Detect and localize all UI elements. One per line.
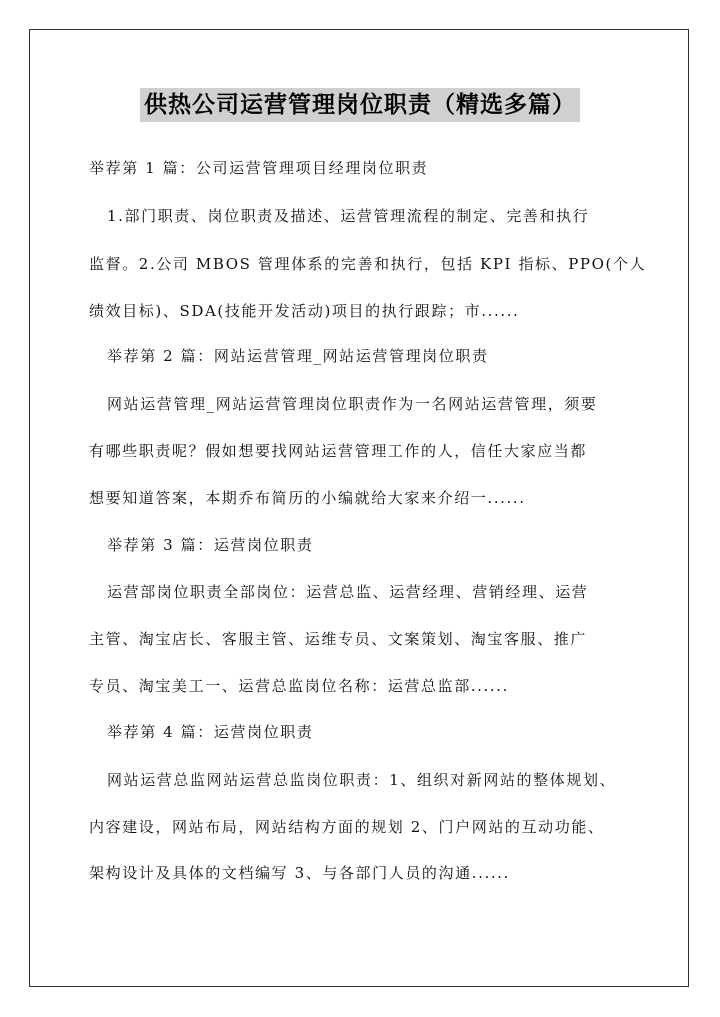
paragraph-line: 有哪些职责呢？假如想要找网站运营管理工作的人，信任大家应当都	[89, 442, 588, 460]
title-container	[0, 88, 720, 122]
section-3-heading: 举荐第 3 篇：运营岗位职责	[107, 536, 314, 554]
paragraph-line: 运营部岗位职责全部岗位：运营总监、运营经理、营销经理、运营	[107, 583, 589, 601]
paragraph-line: 主管、淘宝店长、客服主管、运维专员、文案策划、淘宝客服、推广	[89, 630, 588, 648]
paragraph-line: 监督。2.公司 MBOS 管理体系的完善和执行，包括 KPI 指标、PPO(个人	[89, 255, 647, 273]
paragraph-line: 专员、淘宝美工一、运营总监岗位名称：运营总监部......	[89, 677, 510, 695]
section-4-heading: 举荐第 4 篇：运营岗位职责	[107, 723, 314, 741]
paragraph-line: 内容建设，网站布局，网站结构方面的规划 2、门户网站的互动功能、	[89, 818, 605, 836]
document-title: 供热公司运营管理岗位职责（精选多篇）	[140, 88, 580, 122]
paragraph-line: 1.部门职责、岗位职责及描述、运营管理流程的制定、完善和执行	[107, 207, 590, 225]
paragraph-line: 想要知道答案，本期乔布简历的小编就给大家来介绍一......	[89, 489, 526, 507]
section-1-heading: 举荐第 1 篇：公司运营管理项目经理岗位职责	[89, 159, 429, 177]
paragraph-line: 绩效目标)、SDA(技能开发活动)项目的执行跟踪；市......	[89, 302, 520, 320]
section-2-heading: 举荐第 2 篇：网站运营管理_网站运营管理岗位职责	[107, 347, 489, 365]
paragraph-line: 网站运营总监网站运营总监岗位职责：1、组织对新网站的整体规划、	[107, 771, 617, 789]
paragraph-line: 架构设计及具体的文档编写 3、与各部门人员的沟通......	[89, 864, 510, 882]
paragraph-line: 网站运营管理_网站运营管理岗位职责作为一名网站运营管理，须要	[107, 395, 598, 413]
